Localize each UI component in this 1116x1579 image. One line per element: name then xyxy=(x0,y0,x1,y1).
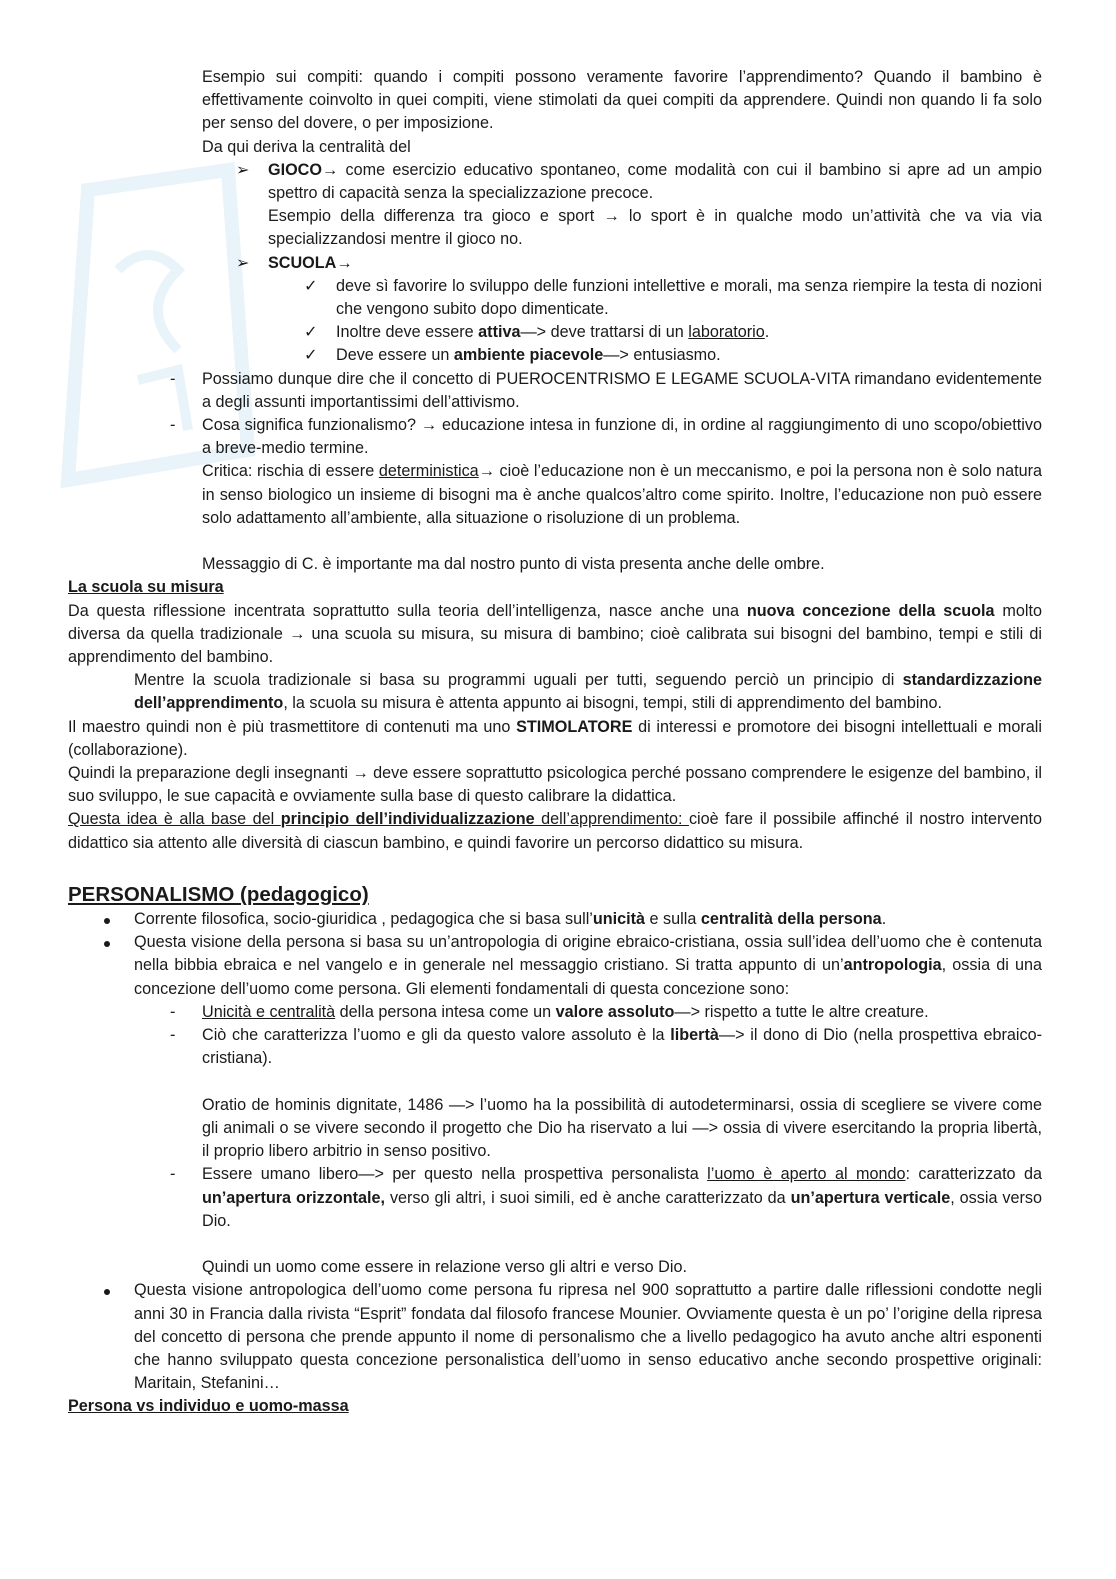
check-icon: ✓ xyxy=(304,276,318,295)
dash-bullet: - xyxy=(170,369,176,388)
check-icon: ✓ xyxy=(304,323,318,342)
dash-item-unicita: - Unicità e centralità della persona intesa come un valore assoluto—> rispetto a tutte le altre creature. xyxy=(68,1001,1042,1024)
paragraph-misura-3: Il maestro quindi non è più trasmettitore di contenuti ma uno STIMOLATORE di interessi e promotore dei bisogni intellettuali e morali (collaborazione). xyxy=(68,717,1043,759)
paragraph-misura-5: Questa idea è alla base del principio dell’individualizzazione dell’apprendimento: cioè fare il possibile affinché il nostro intervento didattico sia attento alle diversità di ciascun bambino, e quindi favorire un percorso didattico su misura. xyxy=(68,810,1042,852)
paragraph-critica: Critica: rischia di essere deterministica→ cioè l’educazione non è un meccanismo, e poi la persona non è solo natura in senso biologico un insieme di bisogni ma è anche qualcos’altro come spirito. Inoltre, l’educazione non può essere solo adattamento all’ambiente, alla situazione o risoluzione di un problema. xyxy=(202,462,1042,527)
section-title-persona-vs-individuo: Persona vs individuo e uomo-massa xyxy=(68,1397,349,1416)
bullet-dot-icon xyxy=(104,941,110,947)
paragraph-misura-1: Da questa riflessione incentrata soprattutto sulla teoria dell’intelligenza, nasce anche una nuova concezione della scuola molto diversa da quella tradizionale → una scuola su misura, su misura di bambino; cioè calibrata sui bisogni del bambino, tempi e stili di apprendimento del bambino. xyxy=(68,601,1042,667)
list-item-gioco: ➢ GIOCO→ come esercizio educativo spontaneo, come modalità con cui il bambino si apre ad un ampio spettro di capacità senza la specializzazione precoce. xyxy=(236,160,1042,203)
paragraph-messaggio: Messaggio di C. è importante ma dal nostro punto di vista presenta anche delle ombre. xyxy=(202,555,825,574)
check-item-2: ✓ Inoltre deve essere attiva—> deve trattarsi di un laboratorio. xyxy=(68,321,1042,344)
dash-item-liberta: - Ciò che caratterizza l’uomo e gli da questo valore assoluto è la libertà—> il dono di Dio (nella prospettiva ebraico-cristiana). xyxy=(170,1026,1042,1068)
paragraph-compiti: Esempio sui compiti: quando i compiti possono veramente favorire l’apprendimento? Quando il bambino è effettivamente coinvolto in quei compiti, viene stimolati da quei compiti da apprendere. Quindi non quando li fa solo per senso del dovere, o per imposizione. xyxy=(202,68,1042,133)
paragraph-oratio: Oratio de hominis dignitate, 1486 —> l’uomo ha la possibilità di autodeterminarsi, ossia di scegliere se vivere come gli animali o se vivere secondo il progetto che Dio ha riservato a lui —> ossia di vivere esercitando la propria libertà, il proprio libero arbitrio in senso positivo. xyxy=(202,1095,1042,1161)
document-page xyxy=(68,66,1042,1419)
dash-bullet: - xyxy=(170,1165,176,1184)
dash-bullet: - xyxy=(170,416,176,435)
bullet-item-1: Corrente filosofica, socio-giuridica , pedagogica che si basa sull’unicità e sulla centralità della persona. xyxy=(68,908,1042,931)
bullet-dot-icon xyxy=(104,1289,110,1295)
paragraph-misura-2: Mentre la scuola tradizionale si basa su programmi uguali per tutti, seguendo perciò un principio di standardizzazione dell’apprendimento, la scuola su misura è attenta appunto ai bisogni, tempi, stili di apprendimento del bambino. xyxy=(134,671,1042,713)
section-title-personalismo: PERSONALISMO (pedagogico) xyxy=(68,883,369,907)
bullet-dot-icon xyxy=(104,918,110,924)
dash-item-funzionalismo: - Cosa significa funzionalismo? → educazione intesa in funzione di, in ordine al raggiungimento di uno scopo/obiettivo a breve-medio termine. xyxy=(170,416,1042,458)
arrow-bullet-icon: ➢ xyxy=(236,161,250,179)
dash-bullet: - xyxy=(170,1026,176,1045)
arrow-bullet-icon: ➢ xyxy=(236,254,250,272)
bullet-item-3: Questa visione antropologica dell’uomo come persona fu ripresa nel 900 soprattutto a partire dalle riflessioni condotte negli anni 30 in Francia dalla rivista “Esprit” fondata dal filosofo francese Mounier. Ovviamente questa è un po’ l’origine della ripresa del concetto di persona che prende appunto il nome di personalismo che a livello pedagogico ha avuto anche altri esponenti che hanno sviluppato questa concezione personalistica dell’uomo in senso educativo anche secondo prospettive originali: Maritain, Stefanini… xyxy=(68,1279,1042,1395)
paragraph-centralita: Da qui deriva la centralità del xyxy=(202,137,411,156)
dash-bullet: - xyxy=(170,1002,176,1021)
paragraph-misura-4: Quindi la preparazione degli insegnanti → deve essere soprattutto psicologica perché possano comprendere le esigenze del bambino, il suo sviluppo, le sue capacità e ovviamente sulla base di questo calibrare la didattica. xyxy=(68,764,1042,806)
check-icon: ✓ xyxy=(304,346,318,365)
paragraph-quindi: Quindi un uomo come essere in relazione verso gli altri e verso Dio. xyxy=(202,1258,687,1277)
bullet-item-2: Questa visione della persona si basa su un’antropologia di origine ebraico-cristiana, ossia sull’idea dell’uomo che è contenuta nella bibbia ebraica e nel vangelo e in generale nel messaggio cristiano. Si tratta appunto di un’antropologia, ossia di una concezione dell’uomo come persona. Gli elementi fondamentali di questa concezione sono: xyxy=(68,931,1042,1001)
dash-item-essere-umano: - Essere umano libero—> per questo nella prospettiva personalista l’uomo è aperto al mondo: caratterizzato da un’apertura orizzontale, verso gli altri, i suoi simili, ed è anche caratterizzato da un’apertura verticale, ossia verso Dio. xyxy=(170,1165,1042,1230)
list-item-scuola: ➢ SCUOLA→ xyxy=(68,252,1042,275)
paragraph-gioco-example: Esempio della differenza tra gioco e sport → lo sport è in qualche modo un’attività che va via via specializzandosi mentre il gioco no. xyxy=(268,207,1042,249)
check-item-1: ✓ deve sì favorire lo sviluppo delle funzioni intellettive e morali, ma senza riempire la testa di nozioni che vengono subito dopo dimenticate. xyxy=(304,276,1042,319)
dash-item-puerocentrismo: - Possiamo dunque dire che il concetto di PUEROCENTRISMO E LEGAME SCUOLA-VITA rimandano evidentemente a degli assunti importantissimi dell’attivismo. xyxy=(170,369,1042,411)
check-item-3: ✓ Deve essere un ambiente piacevole—> entusiasmo. xyxy=(68,344,1042,367)
section-title-scuola-su-misura: La scuola su misura xyxy=(68,578,224,597)
